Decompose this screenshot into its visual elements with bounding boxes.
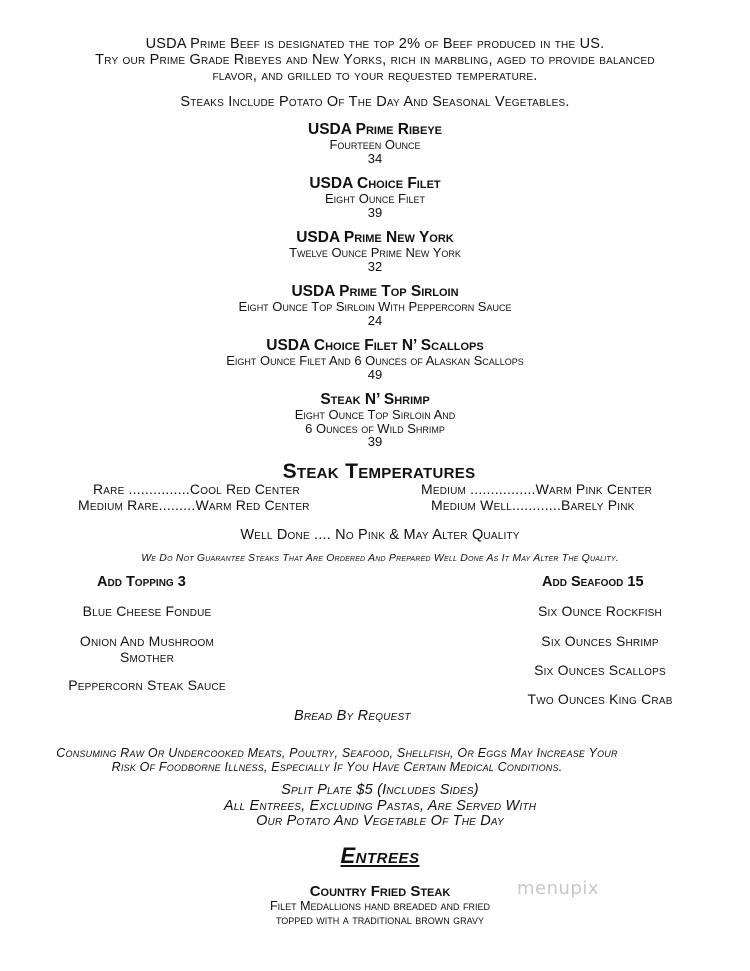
seafood-item: Six Ounce Rockfish [538,603,662,619]
split-line: Our Potato And Vegetable Of The Day [256,813,504,829]
intro-line: Try our Prime Grade Ribeyes and New Yorks, rich in marbling, aged to provide balanced [95,52,655,68]
item-price: 39 [367,204,383,220]
menu-item-prime-ribeye [0,121,750,166]
temp-medium: Medium ................Warm Pink Center [421,481,653,497]
menu-item-country-fried-steak [0,883,750,927]
menu-item-filet-n-scallops [0,337,750,382]
well-done-disclaimer: We Do Not Guarantee Steaks That Are Ordered And Prepared Well Done As It May Alter The Quality. [141,552,619,564]
consumer-advisory [0,747,674,774]
topping-item-line: Smother [119,648,175,665]
item-price: 24 [367,312,383,328]
advisory-line: Risk Of Foodborne Illness, Especially If You Have Certain Medical Conditions. [111,759,563,774]
item-name: Steak N’ Shrimp [320,391,430,408]
item-name: Country Fried Steak [309,883,451,900]
temp-well-done: Well Done .... No Pink & May Alter Quality [240,527,520,543]
topping-item [40,634,254,665]
seafood-item: Six Ounces Shrimp [541,633,659,649]
menu-item-choice-filet [0,175,750,220]
menu-item-prime-new-york [0,229,750,274]
seafood-item: Six Ounces Scallops [534,662,666,678]
item-name: USDA Choice Filet N’ Scallops [266,337,484,354]
intro-line: flavor, and grilled to your requested temperature. [212,68,538,84]
item-description: Fourteen Ounce [329,137,421,152]
item-name: USDA Choice Filet [309,175,441,192]
temp-medium-rare: Medium Rare.........Warm Red Center [78,497,310,513]
split-line: All Entrees, Excluding Pastas, Are Served With [223,797,537,814]
item-price: 32 [367,258,383,274]
menu-item-prime-top-sirloin [0,283,750,328]
item-description: Eight Ounce Filet And 6 Ounces of Alaskan Scallops [226,353,524,368]
item-description: Filet Medallions hand breaded and fried [270,899,490,913]
item-description: Eight Ounce Top Sirloin And [294,407,456,422]
steak-temperatures-heading: Steak Temperatures [282,460,476,483]
topping-item-line: Onion And Mushroom [79,633,215,649]
item-name: USDA Prime Ribeye [308,121,442,138]
topping-item: Peppercorn Steak Sauce [68,677,226,693]
split-line: Split Plate $5 (Includes Sides) [281,782,479,798]
intro-line: USDA Prime Beef is designated the top 2% of Beef produced in the US. [145,36,605,52]
item-description: Twelve Ounce Prime New York [289,245,461,260]
item-name: USDA Prime New York [296,229,454,246]
seafood-item: Two Ounces King Crab [527,691,673,707]
split-plate-note [0,783,750,830]
steaks-include-note: Steaks Include Potato Of The Day And Seasonal Vegetables. [180,94,570,110]
bread-by-request: Bread By Request [294,708,411,724]
menu-item-steak-n-shrimp [0,391,750,449]
entrees-heading: Entrees [340,843,420,868]
add-seafood-heading: Add Seafood 15 [542,574,644,590]
advisory-line: Consuming Raw Or Undercooked Meats, Poultry, Seafood, Shellfish, Or Eggs May Increase Your [56,746,618,760]
item-price: 39 [367,434,383,449]
menupix-watermark: menupix [517,878,600,899]
item-price: 34 [367,150,383,166]
item-description: Eight Ounce Top Sirloin With Peppercorn Sauce [238,299,512,314]
temp-medium-well: Medium Well............Barely Pink [431,497,635,513]
item-name: USDA Prime Top Sirloin [291,283,459,300]
add-topping-heading: Add Topping 3 [97,574,186,590]
temp-rare: Rare ...............Cool Red Center [93,481,300,497]
intro-text [0,36,750,84]
item-description-line2: topped with a traditional brown gravy [275,912,485,927]
topping-item: Blue Cheese Fondue [82,603,212,619]
item-price: 49 [367,366,383,382]
item-description: Eight Ounce Filet [325,191,425,206]
item-description-line2: 6 Ounces of Wild Shrimp [305,420,445,436]
